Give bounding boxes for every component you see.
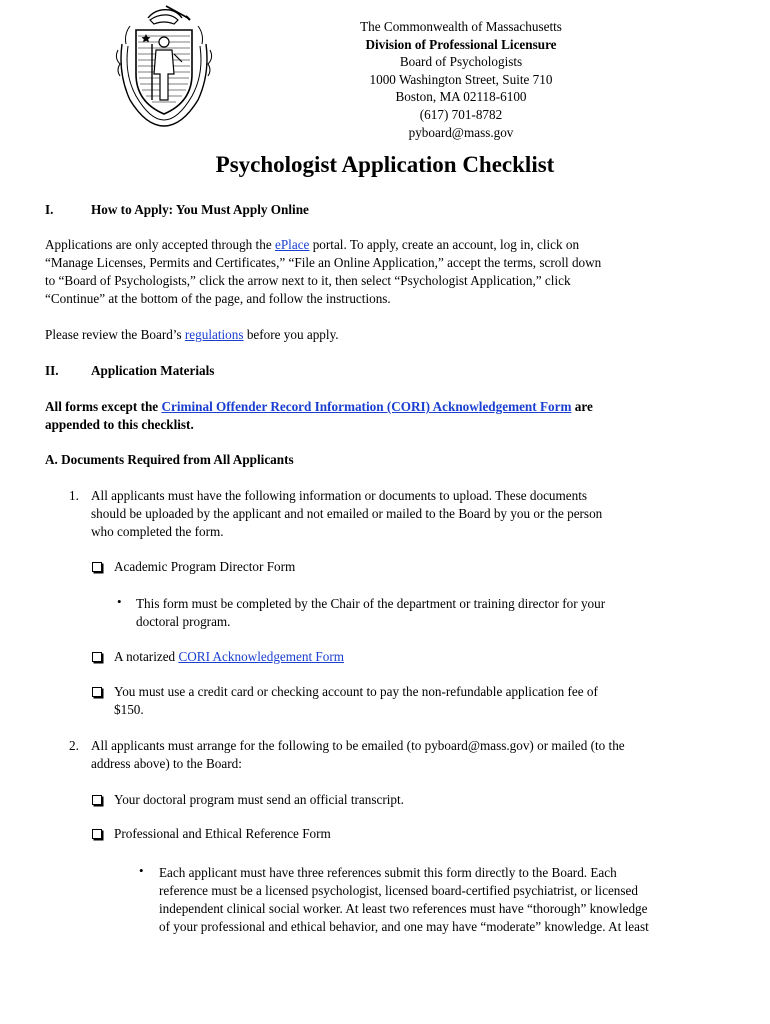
reference-note-line-1: Each applicant must have three references submit this form directly to the Board. Each	[159, 865, 617, 880]
eplace-link[interactable]: ePlace	[274, 237, 310, 252]
forms-intro-line-1	[45, 398, 593, 416]
item-1-line-2: should be uploaded by the applicant and not emailed or mailed to the Board by you or the person	[91, 506, 603, 521]
checklist-item-fee-line-2: $150.	[114, 702, 144, 717]
section-1-number: I.	[45, 202, 54, 217]
subsection-a-heading: A. Documents Required from All Applicants	[45, 452, 294, 467]
commonwealth-seal-icon	[112, 4, 216, 130]
checklist-item-transcript: Your doctoral program must send an official transcript.	[114, 792, 404, 807]
header-commonwealth: The Commonwealth of Massachusetts	[360, 19, 562, 34]
header-city: Boston, MA 02118-6100	[395, 89, 527, 105]
section-2-heading: Application Materials	[91, 363, 215, 378]
section-1-paragraph-line-2: “Manage Licenses, Permits and Certificates,” “File an Online Application,” accept the terms, scroll down	[45, 255, 602, 270]
item-2-line-2: address above) to the Board:	[91, 756, 242, 771]
item-1-number: 1.	[69, 488, 79, 503]
bullet-icon: •	[117, 594, 122, 609]
page-title: Psychologist Application Checklist	[215, 152, 555, 177]
checkbox-program-director-form[interactable]	[92, 562, 102, 572]
letterhead	[300, 18, 622, 141]
item-2-line-1: All applicants must arrange for the following to be emailed (to pyboard@mass.gov) or mailed (to the	[91, 738, 625, 753]
checkbox-application-fee[interactable]	[92, 687, 102, 697]
bullet-icon: •	[139, 863, 144, 878]
item-1-line-1: All applicants must have the following information or documents to upload. These documents	[91, 488, 588, 503]
checklist-item-cori-form	[114, 648, 344, 666]
text: Please review the Board’s	[45, 327, 185, 342]
item-2-number: 2.	[69, 738, 79, 753]
checklist-item-program-director-form: Academic Program Director Form	[114, 559, 296, 574]
regulations-link[interactable]: regulations	[184, 327, 244, 342]
header-division: Division of Professional Licensure	[365, 36, 557, 52]
checklist-item-fee-line-1: You must use a credit card or checking account to pay the non-refundable application fee of	[114, 684, 598, 699]
checkbox-cori-form[interactable]	[92, 652, 102, 662]
section-2-number: II.	[45, 363, 59, 378]
reference-note-line-3: independent clinical social worker. At least two references must have “thorough” knowledge	[159, 901, 648, 916]
text: A notarized	[114, 649, 179, 664]
section-1-heading: How to Apply: You Must Apply Online	[91, 202, 309, 217]
cori-form-link[interactable]: Criminal Offender Record Information (CORI) Acknowledgement Form	[161, 399, 572, 414]
program-director-note-line-1: This form must be completed by the Chair of the department or training director for your	[136, 596, 606, 611]
checkbox-transcript[interactable]	[92, 795, 102, 805]
item-1-line-3: who completed the form.	[91, 524, 224, 539]
section-1-paragraph-line-4: “Continue” at the bottom of the page, and follow the instructions.	[45, 291, 391, 306]
regulations-paragraph	[45, 326, 339, 344]
cori-acknowledgement-link[interactable]: CORI Acknowledgement Form	[178, 649, 345, 664]
section-1-paragraph-line-3: to “Board of Psychologists,” click the arrow next to it, then select “Psychologist Application,” click	[45, 273, 571, 288]
header-street: 1000 Washington Street, Suite 710	[369, 71, 553, 87]
section-1-paragraph-line-1	[45, 236, 579, 254]
text: portal. To apply, create an account, log in, click on	[309, 237, 580, 252]
forms-intro-line-2: appended to this checklist.	[45, 417, 194, 432]
header-email: pyboard@mass.gov	[408, 124, 514, 140]
checklist-item-reference-form: Professional and Ethical Reference Form	[114, 826, 331, 841]
reference-note-line-2: reference must be a licensed psychologist, licensed board-certified psychiatrist, or licensed	[159, 883, 638, 898]
header-phone: (617) 701-8782	[419, 106, 503, 122]
program-director-note-line-2: doctoral program.	[136, 614, 231, 629]
header-board: Board of Psychologists	[399, 54, 523, 70]
text: before you apply.	[243, 327, 339, 342]
text: Applications are only accepted through the	[45, 237, 275, 252]
text: are	[571, 399, 593, 414]
checkbox-reference-form[interactable]	[92, 829, 102, 839]
text: All forms except the	[45, 399, 162, 414]
reference-note-line-4: of your professional and ethical behavior, and one may have “moderate” knowledge. At least	[159, 919, 649, 934]
